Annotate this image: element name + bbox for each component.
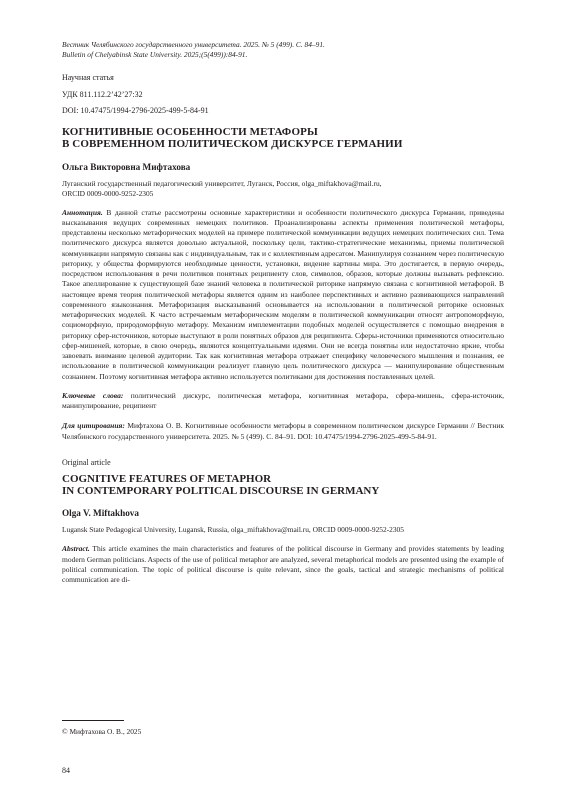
affiliation-ru: [62, 179, 504, 200]
journal-line-ru: Вестник Челябинского государственного университета. 2025. № 5 (499). С. 84–91.: [62, 40, 325, 49]
abstract-ru-label: Аннотация.: [62, 207, 103, 217]
title-ru-line1: КОГНИТИВНЫЕ ОСОБЕННОСТИ МЕТАФОРЫ: [62, 125, 318, 138]
abstract-en-text: This article examines the main characteristics and features of the political discourse in Germany and provides statements by leading modern German politicians. Aspects of the use of political metaphor are analyzed, several metaphorical models are presented using the example of political communication. The topic of political discourse is quite relevant, since the goals, tactical and strategic mechanisms of political communication are di-: [62, 544, 505, 584]
article-type-ru: Научная статья: [62, 73, 114, 82]
article-type-en: Original article: [62, 457, 111, 467]
title-ru: [62, 126, 504, 151]
citation-ru: [62, 421, 504, 442]
title-ru-line2: В СОВРЕМЕННОМ ПОЛИТИЧЕСКОМ ДИСКУРСЕ ГЕРМАНИИ: [62, 138, 403, 150]
journal-line-en: Bulletin of Chelyabinsk State University. 2025;(5(499)):84-91.: [62, 50, 248, 59]
title-en: [62, 473, 504, 498]
page-number: 84: [62, 766, 70, 775]
author-en: Olga V. Miftakhova: [62, 507, 139, 518]
citation-ru-label: Для цитирования:: [62, 421, 125, 431]
udc-code: УДК 811.112.2’42’27:32: [62, 89, 143, 99]
abstract-ru: [62, 208, 504, 382]
affiliation-ru-line2: ORCID 0009-0000-9252-2305: [62, 189, 154, 198]
abstract-en: [62, 544, 504, 585]
citation-ru-text: Мифтахова О. В. Когнитивные особенности метафоры в современном политическом дискурсе Германии // Вестник Челябинского государственного университета. 2025. № 5 (499). С. 84–91. DOI: 10.47475/1994-2796-2025-499-5-84-91.: [62, 421, 504, 441]
doi-ru: DOI: 10.47475/1994-2796-2025-499-5-84-91: [62, 106, 209, 115]
keywords-ru-text: политический дискурс, политическая метафора, когнитивная метафора, сфера-мишень, сфера-источник, манипулирование, реципиент: [62, 390, 505, 410]
abstract-en-label: Abstract.: [62, 544, 90, 554]
title-en-line2: IN CONTEMPORARY POLITICAL DISCOURSE IN GERMANY: [62, 485, 380, 498]
abstract-ru-text: В данной статье рассмотрены основные характеристики и особенности политического дискурса Германии, приведены высказывания ведущих современных немецких политиков. Проанализированы аспекты применения политической метафоры, представлены несколько метафорических моделей на примере политической коммуникации ведущих немецких политических сил. Тема политического дискурса является довольно актуальной, поскольку цели, тактико-стратегические механизмы, приемы политической коммуникации напрямую связаны как с индивидуальным, так и с коллективным адресатом. Манипулируя сознанием через политическую риторику, у общества формируются необходимые ценности, установки, видение картины мира. Это достигается, в первую очередь, посредством использования в речи политиков понятных реципиенту слов, символов, образов, которые должны вызывать рефлексию. Такое апеллирование к существующей базе знаний человека в политической риторике напрямую связана с когнитивной метафорой. В настоящее время теория политической метафоры является одним из наиболее перспективных и активно развивающихся направлений современного языкознания. Метафоризация высказываний основывается на использовании в политической риторике основных метафорических моделей. К часто встречаемым метафорическим моделям в политической коммуникации относят антропоморфную, социоморфную, природоморфную метафору. Механизм имплементации подобных моделей осуществляется с помощью внедрения в риторику сфер-источников, которые выступают в роли понятных образов для реципиента. Сферы-источники применяются относительно сфер-мишеней, которые, в свою очередь, являются концептуальными идеями. Они не всегда понятны или недостаточно яркие, чтобы завоевать внимание целевой аудитории. Так как когнитивная метафора отражает специфику человеческого мышления и познания, ее использование в политической коммуникации реализует главную цель политического дискурса — манипулирование общественным сознанием. Поэтому когнитивная метафора активно используется политиками для достижения поставленных целей.: [62, 207, 505, 381]
keywords-ru: [62, 391, 504, 412]
journal-citation: [62, 40, 504, 60]
keywords-ru-label: Ключевые слова:: [62, 390, 124, 400]
footnote-divider: [62, 720, 124, 721]
copyright-footnote: © Мифтахова О. В., 2025: [62, 727, 142, 736]
author-ru: Ольга Викторовна Мифтахова: [62, 161, 191, 172]
affiliation-ru-line1: Луганский государственный педагогический университет, Луганск, Россия, olga_miftakhova@mail.ru,: [62, 178, 382, 188]
title-en-line1: COGNITIVE FEATURES OF METAPHOR: [62, 472, 272, 485]
affiliation-en: Lugansk State Pedagogical University, Lugansk, Russia, olga_miftakhova@mail.ru, ORCID 0009-0000-9252-2305: [62, 524, 404, 534]
